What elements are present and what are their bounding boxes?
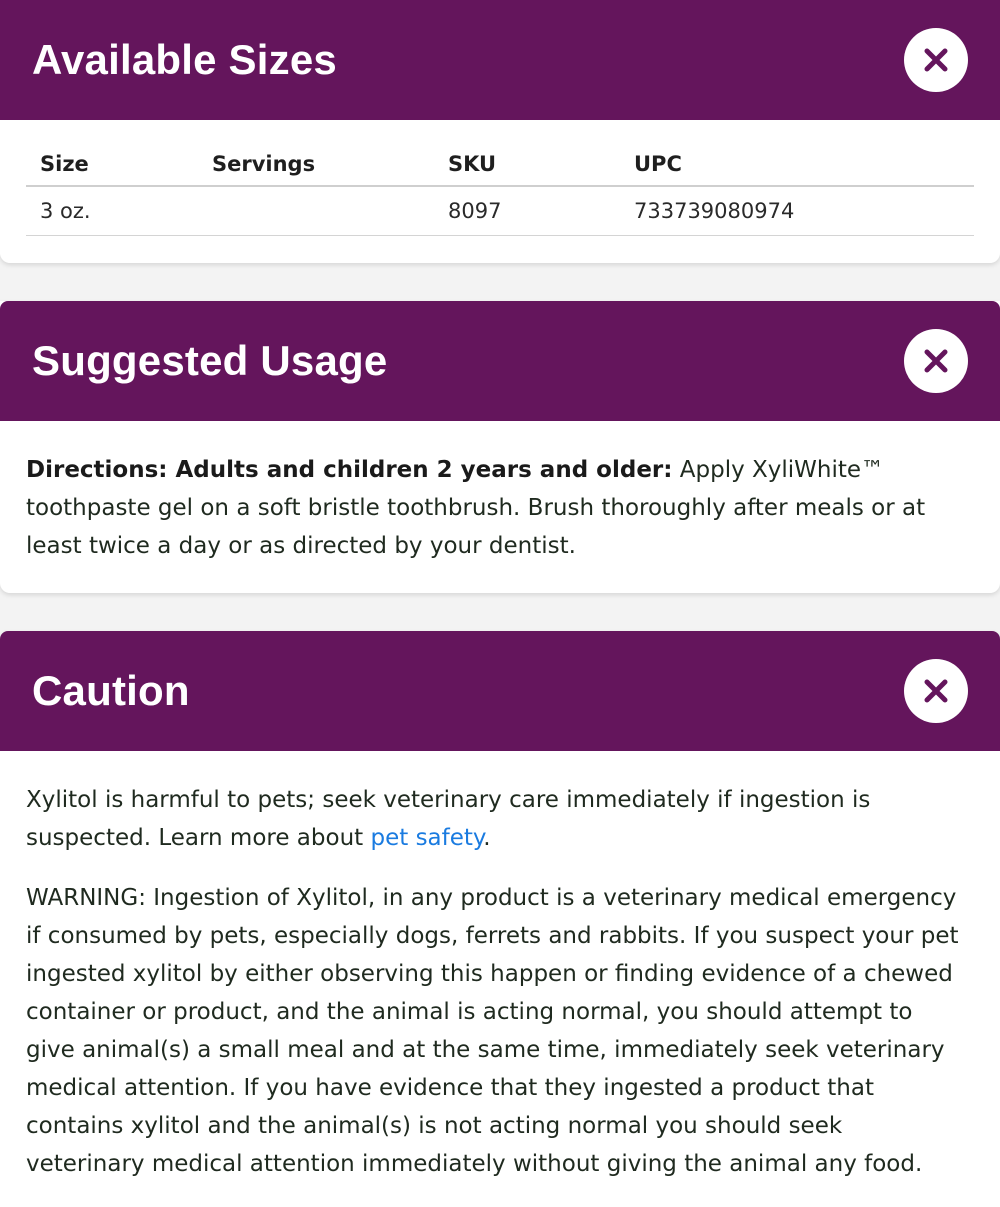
cell-sku: 8097: [434, 186, 620, 236]
usage-directions: [26, 451, 960, 565]
table-row: [26, 186, 974, 236]
available-sizes-title: Available Sizes: [32, 36, 337, 83]
pet-notice-text: Xylitol is harmful to pets; seek veterinary care immediately if ingestion is suspected. Learn more about: [26, 787, 871, 851]
column-header-servings: Servings: [198, 143, 434, 186]
caution-title: Caution: [32, 667, 190, 714]
available-sizes-panel: [0, 0, 1000, 263]
sizes-table: [26, 143, 974, 236]
close-icon: [923, 348, 949, 374]
sizes-table-header-row: [26, 143, 974, 186]
close-icon: [923, 678, 949, 704]
suggested-usage-close-button[interactable]: [904, 329, 968, 393]
close-icon: [923, 47, 949, 73]
column-header-size: Size: [26, 143, 198, 186]
directions-label: Directions: Adults and children 2 years and older:: [26, 457, 673, 483]
cell-size: 3 oz.: [26, 186, 198, 236]
suggested-usage-title: Suggested Usage: [32, 337, 388, 384]
available-sizes-header[interactable]: [0, 0, 1000, 120]
cell-upc: 733739080974: [620, 186, 974, 236]
cell-servings: [198, 186, 434, 236]
available-sizes-close-button[interactable]: [904, 28, 968, 92]
caution-close-button[interactable]: [904, 659, 968, 723]
column-header-upc: UPC: [620, 143, 974, 186]
pet-safety-link[interactable]: pet safety: [370, 825, 484, 851]
suggested-usage-header[interactable]: [0, 301, 1000, 421]
column-header-sku: SKU: [434, 143, 620, 186]
caution-header[interactable]: [0, 631, 1000, 751]
caution-warning-text: WARNING: Ingestion of Xylitol, in any product is a veterinary medical emergency if consumed by pets, especially dogs, ferrets and rabbits. If you suspect your pet ingested xylitol by either observing this happen or finding evidence of a chewed container or product, and the animal is acting normal, you should attempt to give animal(s) a small meal and at the same time, immediately seek veterinary medical attention. If you have evidence that they ingested a product that contains xylitol and the animal(s) is not acting normal you should seek veterinary medical attention immediately without giving the animal any food.: [26, 885, 959, 1177]
directions-text: Apply XyliWhite™ toothpaste gel on a soft bristle toothbrush. Brush thoroughly after meals or at least twice a day or as directed by your dentist.: [26, 457, 926, 559]
pet-notice-end: .: [483, 825, 491, 851]
caution-pet-notice: [26, 781, 960, 857]
